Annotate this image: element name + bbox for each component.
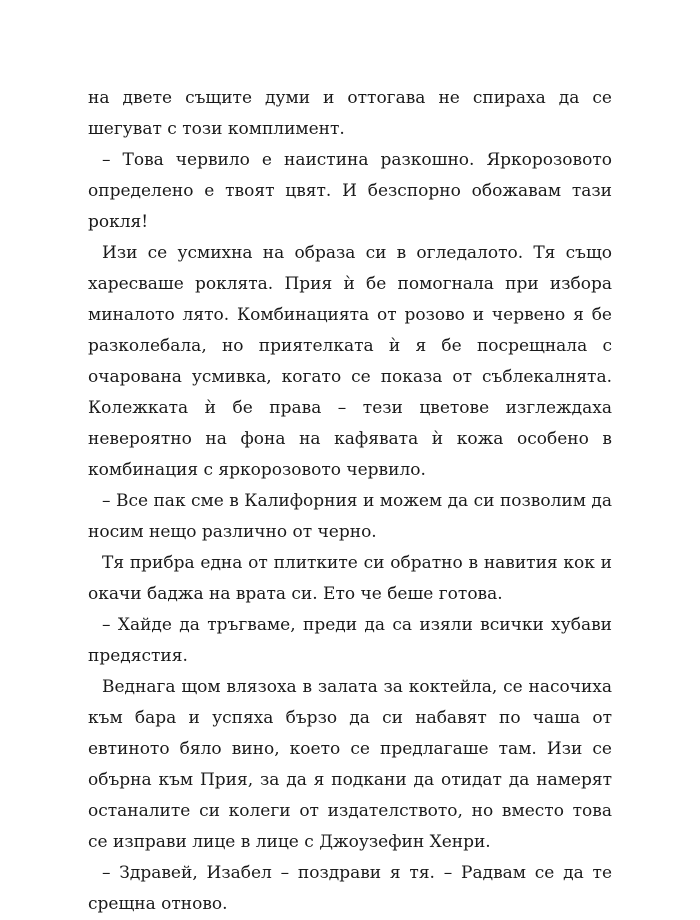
paragraph: Веднага щом влязоха в залата за коктейла, се насочиха към бара и успяха бързо да си набавят по чаша от евтиното бяло вино, което се предлагаше там. Изи се обърна към Прия, за да я подкани да отидат да намерят останалите си колеги от издателството, но вместо това се изправи лице в лице с Джоузефин Хенри. <box>88 677 612 852</box>
paragraph: на двете същите думи и оттогава не спираха да се шегуват с този комплимент. <box>88 88 612 139</box>
paragraph: – Все пак сме в Калифорния и можем да си позволим да носим нещо различно от черно. <box>88 491 612 542</box>
paragraph: – Това червило е наистина разкошно. Яркорозовото определено е твоят цвят. И безспорно обожавам тази рокля! <box>88 150 612 232</box>
paragraph: Тя прибра една от плитките си обратно в навития кок и окачи баджа на врата си. Ето че беше готова. <box>88 553 612 604</box>
body-text <box>88 83 612 920</box>
paragraph: – Хайде да тръгваме, преди да са изяли всички хубави предястия. <box>88 615 612 666</box>
paragraph: – Здравей, Изабел – поздрави я тя. – Радвам се да те срещна отново. <box>88 863 612 914</box>
paragraph: Изи се усмихна на образа си в огледалото. Тя също харесваше роклята. Прия ѝ бе помогнала при избора миналото лято. Комбинацията от розово и червено я бе разколебала, но приятелката ѝ я бе посрещнала с очарована усмивка, когато се показа от съблекалнята. Колежката ѝ бе права – тези цветове изглеждаха невероятно на фона на кафявата ѝ кожа особено в комбинация с яркорозовото червило. <box>88 243 612 480</box>
